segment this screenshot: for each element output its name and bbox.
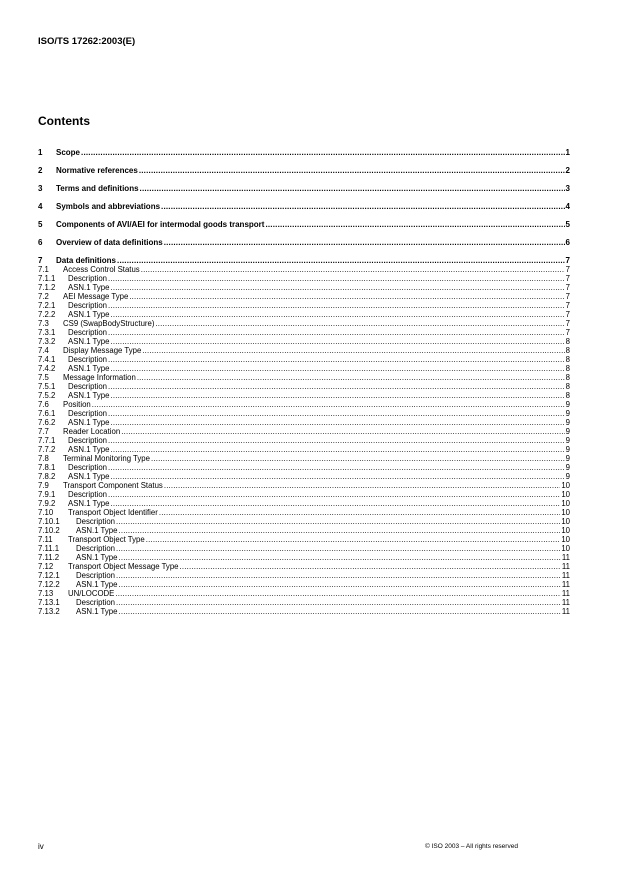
toc-entry-page: 10	[561, 508, 570, 517]
dot-leader	[108, 301, 565, 310]
toc-entry-label: Transport Object Type	[68, 535, 145, 544]
toc-entry-label: ASN.1 Type	[68, 310, 110, 319]
toc-entry-page: 11	[561, 571, 570, 580]
toc-entry-page: 10	[561, 499, 570, 508]
footer-page-number: iv	[38, 842, 44, 851]
dot-leader	[110, 310, 564, 319]
toc-entry-page: 11	[561, 580, 570, 589]
toc-entry-label: Description	[68, 382, 107, 391]
toc-sub-entry[interactable]	[38, 463, 570, 472]
toc-main-entry[interactable]	[38, 166, 570, 175]
toc-entry-number: 7.3	[38, 319, 49, 328]
toc-entry-label: Description	[68, 409, 107, 418]
toc-entry-number: 7.5	[38, 373, 49, 382]
dot-leader	[129, 292, 564, 301]
toc-entry-page: 9	[565, 463, 570, 472]
toc-entry-number: 7.6.2	[38, 418, 56, 427]
toc-sub-entry[interactable]	[38, 517, 570, 526]
toc-entry-number: 7.6.1	[38, 409, 56, 418]
dot-leader	[110, 364, 564, 373]
dot-leader	[161, 202, 565, 211]
toc-entry-page: 5	[565, 220, 570, 229]
toc-entry-label: Scope	[56, 148, 81, 157]
dot-leader	[155, 319, 564, 328]
dot-leader	[116, 544, 560, 553]
dot-leader	[142, 346, 564, 355]
toc-entry-number: 7.5.2	[38, 391, 56, 400]
dot-leader	[108, 463, 565, 472]
toc-entry-page: 9	[565, 418, 570, 427]
toc-sub-entry[interactable]	[38, 481, 570, 490]
toc-entry-page: 9	[565, 454, 570, 463]
toc-entry-label: ASN.1 Type	[76, 607, 118, 616]
toc-entry-label: Overview of data definitions	[56, 238, 163, 247]
toc-entry-label: Description	[68, 463, 107, 472]
toc-entry-page: 10	[561, 535, 570, 544]
toc-entry-label: ASN.1 Type	[76, 553, 118, 562]
dot-leader	[108, 274, 565, 283]
toc-main-entry[interactable]	[38, 256, 570, 265]
toc-entry-number: 7.10	[38, 508, 54, 517]
toc-entry-label: Transport Object Identifier	[68, 508, 158, 517]
toc-entry-number: 7.11.2	[38, 553, 60, 562]
toc-entry-page: 11	[561, 598, 570, 607]
toc-entry-page: 11	[561, 553, 570, 562]
dot-leader	[121, 427, 564, 436]
toc-sub-entry[interactable]	[38, 607, 570, 616]
toc-entry-label: Reader Location	[63, 427, 121, 436]
toc-sub-entry[interactable]	[38, 598, 570, 607]
toc-entry-page: 9	[565, 427, 570, 436]
toc-entry-label: Description	[76, 571, 115, 580]
toc-entry-page: 9	[565, 409, 570, 418]
toc-entry-page: 1	[565, 148, 570, 157]
toc-entry-label: ASN.1 Type	[68, 283, 110, 292]
dot-leader	[92, 400, 565, 409]
dot-leader	[118, 526, 560, 535]
dot-leader	[164, 238, 565, 247]
toc-entry-page: 10	[561, 481, 570, 490]
toc-sub-entry[interactable]	[38, 292, 570, 301]
toc-entry-page: 8	[565, 391, 570, 400]
toc-entry-number: 7.12.1	[38, 571, 60, 580]
toc-sub-entry[interactable]	[38, 445, 570, 454]
toc-entry-page: 11	[561, 562, 570, 571]
footer-copyright: © ISO 2003 – All rights reserved	[425, 843, 518, 850]
toc-entry-number: 7.9	[38, 481, 49, 490]
toc-main-entry[interactable]	[38, 238, 570, 247]
toc-entry-number: 5	[38, 220, 43, 229]
dot-leader	[118, 580, 560, 589]
toc-entry-page: 9	[565, 400, 570, 409]
toc-entry-label: Normative references	[56, 166, 138, 175]
dot-leader	[108, 490, 560, 499]
toc-entry-label: ASN.1 Type	[68, 472, 110, 481]
toc-entry-page: 8	[565, 382, 570, 391]
dot-leader	[115, 589, 561, 598]
toc-sub-entry[interactable]	[38, 364, 570, 373]
toc-entry-label: Description	[68, 355, 107, 364]
dot-leader	[110, 499, 560, 508]
toc-sub-entry[interactable]	[38, 526, 570, 535]
toc-entry-number: 7.5.1	[38, 382, 56, 391]
toc-entry-number: 7.8.2	[38, 472, 56, 481]
toc-main-entry[interactable]	[38, 148, 570, 157]
dot-leader	[108, 328, 565, 337]
toc-entry-number: 7.1.1	[38, 274, 56, 283]
toc-entry-label: Description	[76, 544, 115, 553]
dot-leader	[139, 166, 565, 175]
toc-sub-entry[interactable]	[38, 373, 570, 382]
toc-entry-label: Description	[68, 301, 107, 310]
toc-entry-page: 9	[565, 472, 570, 481]
toc-entry-label: ASN.1 Type	[68, 337, 110, 346]
dot-leader	[141, 265, 565, 274]
toc-entry-number: 7.13.2	[38, 607, 60, 616]
page-title: Contents	[38, 114, 90, 128]
toc-entry-number: 7.12	[38, 562, 54, 571]
toc-entry-page: 11	[561, 607, 570, 616]
toc-entry-number: 7.11	[38, 535, 53, 544]
toc-entry-label: ASN.1 Type	[68, 499, 110, 508]
toc-sub-entry[interactable]	[38, 490, 570, 499]
dot-leader	[118, 553, 560, 562]
dot-leader	[151, 454, 565, 463]
dot-leader	[140, 184, 565, 193]
document-id: ISO/TS 17262:2003(E)	[38, 36, 136, 47]
toc-entry-label: UN/LOCODE	[68, 589, 115, 598]
toc-entry-page: 10	[561, 517, 570, 526]
toc-sub-entry[interactable]	[38, 319, 570, 328]
toc-entry-number: 7.8.1	[38, 463, 56, 472]
toc-sub-entry[interactable]	[38, 328, 570, 337]
dot-leader	[108, 382, 565, 391]
toc-sub-entry[interactable]	[38, 580, 570, 589]
toc-entry-label: Message Information	[63, 373, 136, 382]
toc-sub-entry[interactable]	[38, 427, 570, 436]
toc-entry-page: 3	[565, 184, 570, 193]
toc-entry-number: 7.10.2	[38, 526, 60, 535]
dot-leader	[110, 283, 564, 292]
toc-sub-entry[interactable]	[38, 301, 570, 310]
toc-main-entry[interactable]	[38, 202, 570, 211]
toc-entry-page: 8	[565, 337, 570, 346]
toc-sub-entry[interactable]	[38, 346, 570, 355]
toc-entry-number: 7.12.2	[38, 580, 60, 589]
toc-sub-entry[interactable]	[38, 265, 570, 274]
toc-entry-page: 6	[565, 238, 570, 247]
toc-entry-label: CS9 (SwapBodyStructure)	[63, 319, 155, 328]
toc-sub-entry[interactable]	[38, 310, 570, 319]
toc-entry-number: 1	[38, 148, 43, 157]
toc-entry-label: ASN.1 Type	[68, 445, 110, 454]
toc-entry-number: 7.7.2	[38, 445, 56, 454]
table-of-contents	[38, 148, 570, 616]
toc-sub-entry[interactable]	[38, 589, 570, 598]
dot-leader	[116, 517, 560, 526]
toc-entry-label: Access Control Status	[63, 265, 140, 274]
toc-entry-page: 9	[565, 445, 570, 454]
toc-entry-page: 9	[565, 436, 570, 445]
toc-entry-number: 7.4.2	[38, 364, 56, 373]
toc-sub-entry[interactable]	[38, 391, 570, 400]
toc-entry-label: ASN.1 Type	[76, 580, 118, 589]
toc-entry-number: 7.4.1	[38, 355, 56, 364]
toc-entry-label: Data definitions	[56, 256, 117, 265]
toc-entry-page: 7	[565, 265, 570, 274]
dot-leader	[164, 481, 560, 490]
toc-main-entry[interactable]	[38, 220, 570, 229]
toc-entry-page: 10	[561, 544, 570, 553]
toc-entry-page: 8	[565, 355, 570, 364]
dot-leader	[108, 436, 565, 445]
toc-entry-number: 7.3.2	[38, 337, 56, 346]
toc-entry-number: 7.7.1	[38, 436, 56, 445]
toc-sub-entry[interactable]	[38, 382, 570, 391]
toc-entry-page: 7	[565, 319, 570, 328]
toc-entry-label: AEI Message Type	[63, 292, 129, 301]
toc-entry-page: 7	[565, 301, 570, 310]
dot-leader	[108, 355, 565, 364]
toc-entry-page: 7	[565, 292, 570, 301]
toc-sub-entry[interactable]	[38, 418, 570, 427]
toc-entry-number: 7.9.1	[38, 490, 56, 499]
toc-entry-label: Terms and definitions	[56, 184, 139, 193]
toc-entry-number: 7.3.1	[38, 328, 56, 337]
dot-leader	[180, 562, 561, 571]
toc-entry-label: Terminal Monitoring Type	[63, 454, 150, 463]
toc-entry-page: 7	[565, 274, 570, 283]
toc-entry-number: 4	[38, 202, 43, 211]
toc-entry-label: Position	[63, 400, 91, 409]
toc-entry-number: 7.1	[38, 265, 49, 274]
toc-sub-entry[interactable]	[38, 535, 570, 544]
toc-sub-entry[interactable]	[38, 409, 570, 418]
toc-entry-label: Description	[68, 436, 107, 445]
toc-entry-number: 7.8	[38, 454, 49, 463]
toc-entry-number: 7.11.1	[38, 544, 60, 553]
toc-entry-label: Transport Object Message Type	[68, 562, 179, 571]
dot-leader	[116, 571, 561, 580]
dot-leader	[110, 472, 564, 481]
toc-entry-page: 4	[565, 202, 570, 211]
toc-sub-entry[interactable]	[38, 571, 570, 580]
toc-sub-entry[interactable]	[38, 274, 570, 283]
toc-entry-number: 7.2.2	[38, 310, 56, 319]
toc-entry-page: 7	[565, 328, 570, 337]
toc-entry-page: 11	[561, 589, 570, 598]
toc-entry-label: Description	[68, 490, 107, 499]
toc-entry-number: 7.4	[38, 346, 49, 355]
toc-entry-label: ASN.1 Type	[68, 418, 110, 427]
toc-entry-page: 7	[565, 256, 570, 265]
toc-entry-number: 7.13.1	[38, 598, 60, 607]
toc-sub-entry[interactable]	[38, 283, 570, 292]
dot-leader	[117, 256, 565, 265]
toc-sub-entry[interactable]	[38, 499, 570, 508]
toc-sub-entry[interactable]	[38, 454, 570, 463]
toc-entry-number: 7	[38, 256, 43, 265]
toc-entry-page: 2	[565, 166, 570, 175]
toc-entry-number: 6	[38, 238, 43, 247]
toc-entry-label: Transport Component Status	[63, 481, 163, 490]
dot-leader	[159, 508, 560, 517]
toc-main-entry[interactable]	[38, 184, 570, 193]
toc-entry-label: ASN.1 Type	[68, 391, 110, 400]
toc-entry-number: 7.6	[38, 400, 49, 409]
toc-entry-page: 8	[565, 373, 570, 382]
toc-entry-label: Description	[68, 274, 107, 283]
toc-entry-label: Symbols and abbreviations	[56, 202, 161, 211]
toc-entry-label: Display Message Type	[63, 346, 142, 355]
dot-leader	[81, 148, 565, 157]
toc-sub-entry[interactable]	[38, 472, 570, 481]
toc-entry-page: 7	[565, 310, 570, 319]
toc-entry-page: 10	[561, 490, 570, 499]
toc-entry-label: Description	[68, 328, 107, 337]
toc-sub-entry[interactable]	[38, 562, 570, 571]
toc-entry-label: Components of AVI/AEI for intermodal goods transport	[56, 220, 265, 229]
toc-entry-number: 7.2.1	[38, 301, 56, 310]
dot-leader	[118, 607, 560, 616]
toc-sub-entry[interactable]	[38, 337, 570, 346]
toc-entry-page: 10	[561, 526, 570, 535]
toc-sub-entry[interactable]	[38, 400, 570, 409]
dot-leader	[108, 409, 565, 418]
toc-sub-entry[interactable]	[38, 436, 570, 445]
dot-leader	[137, 373, 565, 382]
dot-leader	[110, 418, 564, 427]
toc-sub-entry[interactable]	[38, 553, 570, 562]
toc-entry-number: 7.10.1	[38, 517, 60, 526]
toc-entry-number: 2	[38, 166, 43, 175]
toc-entry-page: 8	[565, 364, 570, 373]
toc-sub-entry[interactable]	[38, 508, 570, 517]
toc-entry-page: 7	[565, 283, 570, 292]
toc-sub-entry[interactable]	[38, 544, 570, 553]
toc-sub-entry[interactable]	[38, 355, 570, 364]
dot-leader	[116, 598, 561, 607]
dot-leader	[110, 391, 564, 400]
toc-entry-number: 7.1.2	[38, 283, 56, 292]
dot-leader	[146, 535, 561, 544]
toc-entry-page: 8	[565, 346, 570, 355]
toc-entry-number: 7.7	[38, 427, 49, 436]
toc-entry-number: 7.13	[38, 589, 54, 598]
toc-entry-number: 3	[38, 184, 43, 193]
dot-leader	[265, 220, 564, 229]
toc-entry-label: Description	[76, 598, 115, 607]
toc-entry-label: ASN.1 Type	[76, 526, 118, 535]
dot-leader	[110, 445, 564, 454]
toc-entry-number: 7.2	[38, 292, 49, 301]
toc-entry-number: 7.9.2	[38, 499, 56, 508]
dot-leader	[110, 337, 564, 346]
toc-entry-label: ASN.1 Type	[68, 364, 110, 373]
toc-entry-label: Description	[76, 517, 115, 526]
